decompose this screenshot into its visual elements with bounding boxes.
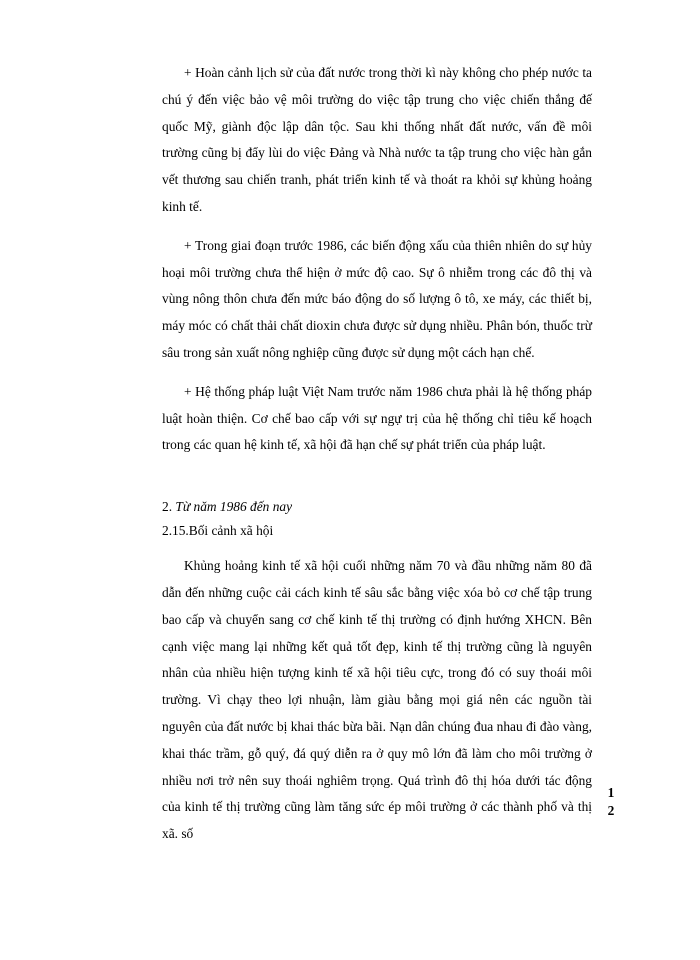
paragraph-historical-context: + Hoàn cảnh lịch sử của đất nước trong thời kì này không cho phép nước ta chú ý đến việc bảo vệ môi trường do việc tập trung cho việc chiến thắng đế quốc Mỹ, giành độc lập dân tộc. Sau khi thống nhất đất nước, vấn đề môi trường cũng bị đẩy lùi do việc Đảng và Nhà nước ta tập trung cho việc hàn gắn vết thương sau chiến tranh, phát triển kinh tế và thoát ra khỏi sự khủng hoảng kinh tế. bbox=[162, 65, 592, 214]
subsection-heading: 2.15.Bối cảnh xã hội bbox=[162, 523, 274, 539]
page-number bbox=[604, 784, 618, 820]
section-heading bbox=[162, 495, 592, 519]
page-number-line-2: 2 bbox=[607, 803, 615, 818]
section-number: 2. bbox=[162, 499, 173, 515]
document-page bbox=[162, 60, 592, 860]
paragraph-pre-1986-nature: + Trong giai đoạn trước 1986, các biến động xấu của thiên nhiên do sự hủy hoại môi trường chưa thể hiện ở mức độ cao. Sự ô nhiễm trong các đô thị và vùng nông thôn chưa đến mức báo động do số lượng ô tô, xe máy, các thiết bị, máy móc có chất thải chất dioxin chưa được sử dụng nhiều. Phân bón, thuốc trừ sâu trong sản xuất nông nghiệp cũng được sử dụng một cách hạn chế. bbox=[162, 237, 592, 360]
section-title: Từ năm 1986 đến nay bbox=[175, 499, 293, 515]
paragraph-legal-system: + Hệ thống pháp luật Việt Nam trước năm 1986 chưa phải là hệ thống pháp luật hoàn thiện. Cơ chế bao cấp với sự ngự trị của hệ thống chỉ tiêu kế hoạch trong các quan hệ kinh tế, xã hội đã hạn chế sự phát triển của pháp luật. bbox=[162, 383, 592, 453]
page-number-line-1: 1 bbox=[607, 785, 615, 800]
paragraph-social-context: Khủng hoảng kinh tế xã hội cuối những năm 70 và đầu những năm 80 đã dẫn đến những cuộc cải cách kinh tế sâu sắc bằng việc xóa bỏ cơ chế tập trung bao cấp và chuyển sang cơ chế kinh tế thị trường có định hướng XHCN. Bên cạnh việc mang lại những kết quả tốt đẹp, kinh tế thị trường cũng là nguyên nhân của nhiều hiện tượng kinh tế xã hội tiêu cực, trong đó có suy thoái môi trường. Vì chạy theo lợi nhuận, làm giàu bằng mọi giá nên các nguồn tài nguyên của đất nước bị khai thác bừa bãi. Nạn dân chúng đua nhau đi đào vàng, khai thác trầm, gỗ quý, đá quý diễn ra ở quy mô lớn đã làm cho môi trường ở nhiều nơi trở nên suy thoái nghiêm trọng. Quá trình đô thị hóa dưới tác động của kinh tế thị trường cũng làm tăng sức ép môi trường ở các thành phố và thị xã. số bbox=[162, 558, 592, 842]
